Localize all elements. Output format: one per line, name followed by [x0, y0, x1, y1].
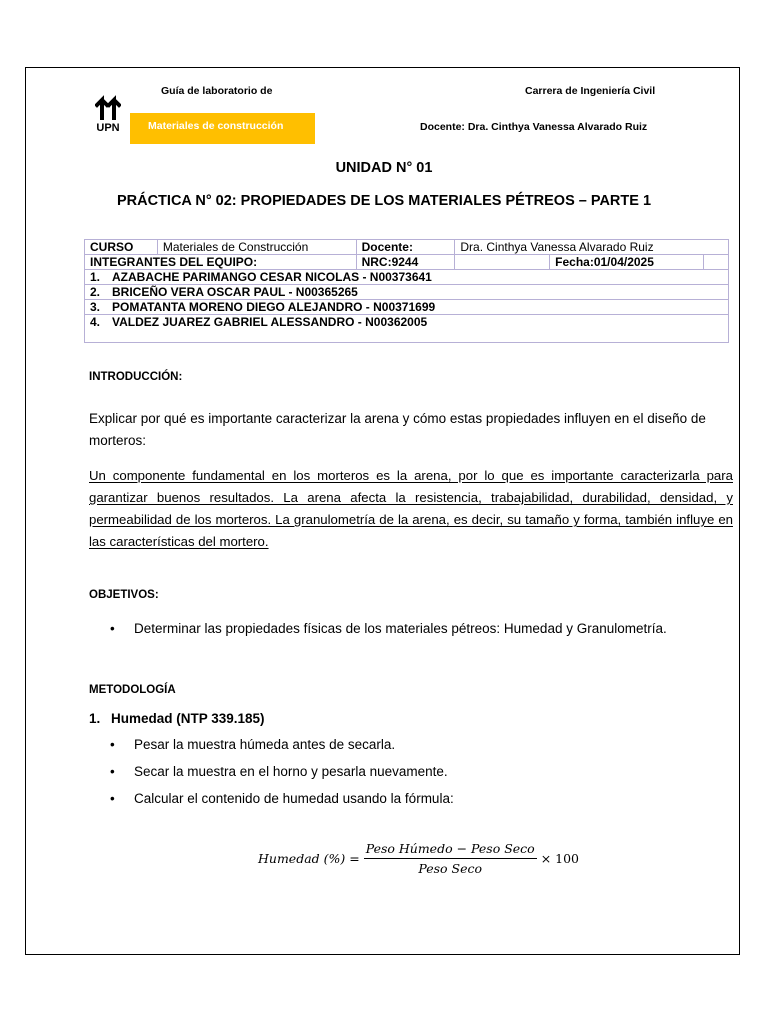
empty-cell	[455, 255, 550, 270]
course-banner: Materiales de construcción	[130, 113, 315, 144]
member-num: 1.	[90, 269, 101, 284]
info-row-course	[85, 240, 729, 255]
upn-arrows-icon	[95, 92, 121, 120]
info-row-team	[85, 255, 729, 270]
unit-title: UNIDAD N° 01	[335, 160, 433, 176]
humidity-formula	[258, 841, 579, 876]
member-name: AZABACHE PARIMANGO CESAR NICOLAS - N00373641	[112, 269, 432, 284]
member-row	[85, 285, 729, 300]
empty-cell	[704, 255, 729, 270]
member-row	[85, 270, 729, 285]
teacher-label: Docente:	[356, 240, 455, 255]
method-subheading	[89, 711, 265, 726]
formula-numerator: Peso Húmedo − Peso Seco	[364, 841, 537, 859]
methodology-heading: METODOLOGÍA	[89, 684, 176, 696]
nrc-value: NRC:9244	[356, 255, 455, 270]
method-step-text: Calcular el contenido de humedad usando la fórmula:	[134, 791, 454, 806]
method-step	[110, 737, 395, 752]
member-row	[85, 315, 729, 343]
member-num: 3.	[90, 299, 101, 314]
member-num: 2.	[90, 284, 101, 299]
member-num: 4.	[90, 315, 101, 329]
member-name: POMATANTA MORENO DIEGO ALEJANDRO - N00371699	[112, 299, 436, 314]
method-sub-title: Humedad (NTP 339.185)	[111, 711, 265, 726]
objectives-heading: OBJETIVOS:	[89, 589, 159, 601]
upn-logo	[92, 92, 124, 134]
career-label: Carrera de Ingeniería Civil	[525, 85, 656, 97]
team-label: INTEGRANTES DEL EQUIPO:	[85, 255, 357, 270]
method-step-text: Pesar la muestra húmeda antes de secarla.	[134, 737, 396, 752]
course-label: CURSO	[85, 240, 158, 255]
course-value: Materiales de Construcción	[157, 240, 356, 255]
formula-denominator: Peso Seco	[418, 861, 483, 876]
guide-label: Guía de laboratorio de	[161, 85, 273, 97]
formula-lhs: Humedad (%) =	[258, 851, 360, 866]
member-name: BRICEÑO VERA OSCAR PAUL - N00365265	[112, 284, 358, 299]
teacher-value: Dra. Cinthya Vanessa Alvarado Ruiz	[455, 240, 729, 255]
objective-text: Determinar las propiedades físicas de los materiales pétreos: Humedad y Granulometría.	[134, 621, 667, 636]
practice-title: PRÁCTICA N° 02: PROPIEDADES DE LOS MATERIALES PÉTREOS – PARTE 1	[116, 193, 652, 209]
formula-fraction	[364, 841, 537, 876]
method-step	[110, 764, 448, 779]
intro-heading: INTRODUCCIÓN:	[89, 371, 183, 383]
intro-question: Explicar por qué es importante caracterizar la arena y cómo estas propiedades influyen en el diseño de morteros:	[89, 411, 706, 448]
objective-item	[110, 621, 667, 636]
date-value: Fecha:01/04/2025	[550, 255, 704, 270]
bullet-icon: •	[110, 737, 115, 752]
method-sub-num: 1.	[89, 711, 101, 726]
formula-factor: × 100	[540, 851, 579, 866]
info-table	[84, 239, 729, 343]
method-step-text: Secar la muestra en el horno y pesarla nuevamente.	[134, 764, 448, 779]
member-name: VALDEZ JUAREZ GABRIEL ALESSANDRO - N00362005	[112, 315, 428, 329]
bullet-icon: •	[110, 764, 115, 779]
member-row	[85, 300, 729, 315]
bullet-icon: •	[110, 791, 115, 806]
intro-answer: Un componente fundamental en los morteros es la arena, por lo que es importante caracterizarla para garantizar buenos resultados. La arena afecta la resistencia, trabajabilidad, durabilidad, densidad, y permeabilidad de los morteros. La granulometría de la arena, es decir, su tamaño y forma, también influye en las características del mortero.	[89, 468, 733, 549]
method-step	[110, 791, 454, 806]
logo-text: UPN	[96, 122, 120, 134]
header-teacher: Docente: Dra. Cinthya Vanessa Alvarado Ruiz	[420, 121, 648, 133]
bullet-icon: •	[110, 621, 115, 636]
